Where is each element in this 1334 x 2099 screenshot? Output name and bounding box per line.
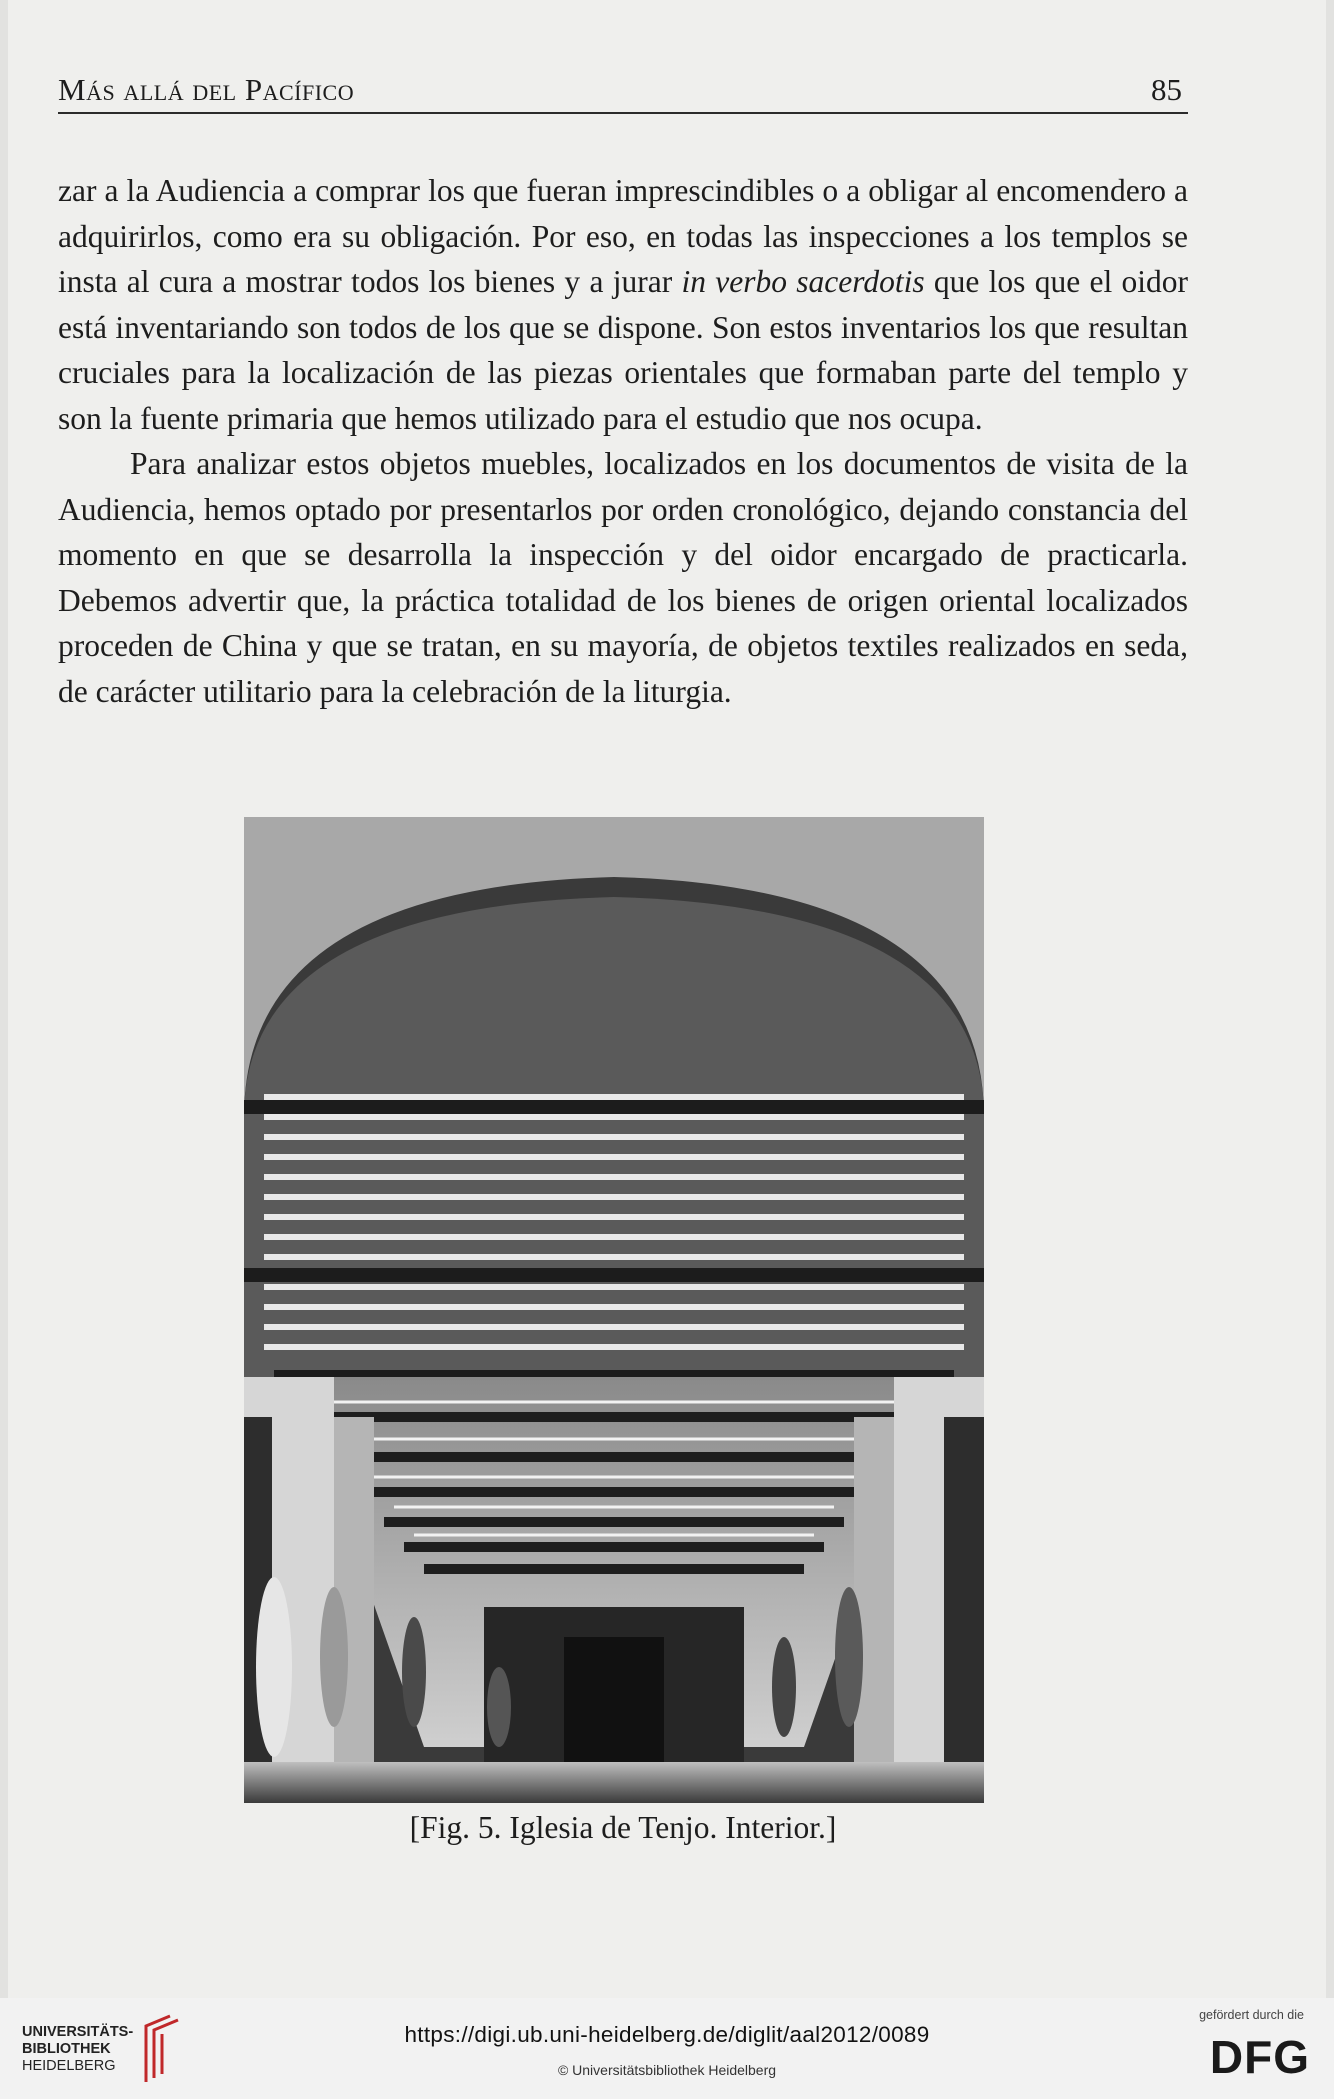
funding-note: gefördert durch die — [1199, 2008, 1304, 2022]
text-run: zar a la Audiencia a comprar los que fueran imprescindibles o a obligar al encomendero a adquirirlos, como era su obligación. Por eso, en todas las inspecciones a los templos se insta al cura a mostrar todos los bienes y a jurar — [58, 173, 1188, 299]
permalink-url[interactable]: https://digi.ub.uni-heidelberg.de/diglit/aal2012/0089 — [404, 2022, 930, 2047]
library-line: UNIVERSITÄTS- — [22, 2024, 134, 2040]
text-run: Para analizar estos objetos muebles, localizados en los documentos de visita de la Audiencia, hemos optado por presentarlos por orden cronológico, dejando constancia del momento en que se desarrolla la inspección y del oidor encargado de practicarla. Debemos advertir que, la práctica totalidad de los bienes de origen oriental localizados proceden de China y que se tratan, en su mayoría, de objetos textiles realizados en seda, de carácter utilitario para la celebración de la liturgia. — [58, 446, 1188, 709]
body-text — [58, 168, 1188, 714]
text-run: que los que el oidor está inventariando son todos de los que se dispone. Son estos inventarios los que resultan cruciales para la localización de las piezas orientales que formaban parte del templo y son la fuente primaria que hemos utilizado para el estudio que nos ocupa. — [58, 264, 1188, 436]
paragraph — [58, 441, 1188, 714]
dfg-logo: DFG — [1209, 2031, 1310, 2083]
library-line: BIBLIOTHEK — [22, 2041, 111, 2057]
digitization-footer — [0, 1998, 1334, 2099]
figure-caption: [Fig. 5. Iglesia de Tenjo. Interior.] — [409, 1810, 837, 1845]
library-line: HEIDELBERG — [22, 2058, 116, 2074]
page-number: 85 — [1151, 72, 1182, 107]
running-head — [58, 72, 1188, 114]
copyright-notice: © Universitätsbibliothek Heidelberg — [557, 2062, 777, 2078]
paragraph — [58, 168, 1188, 441]
church-interior-photo — [244, 817, 984, 1803]
italic-phrase: in verbo sacerdotis — [681, 264, 925, 299]
book-page — [8, 0, 1326, 1998]
running-title: Más allá del Pacífico — [58, 72, 355, 107]
